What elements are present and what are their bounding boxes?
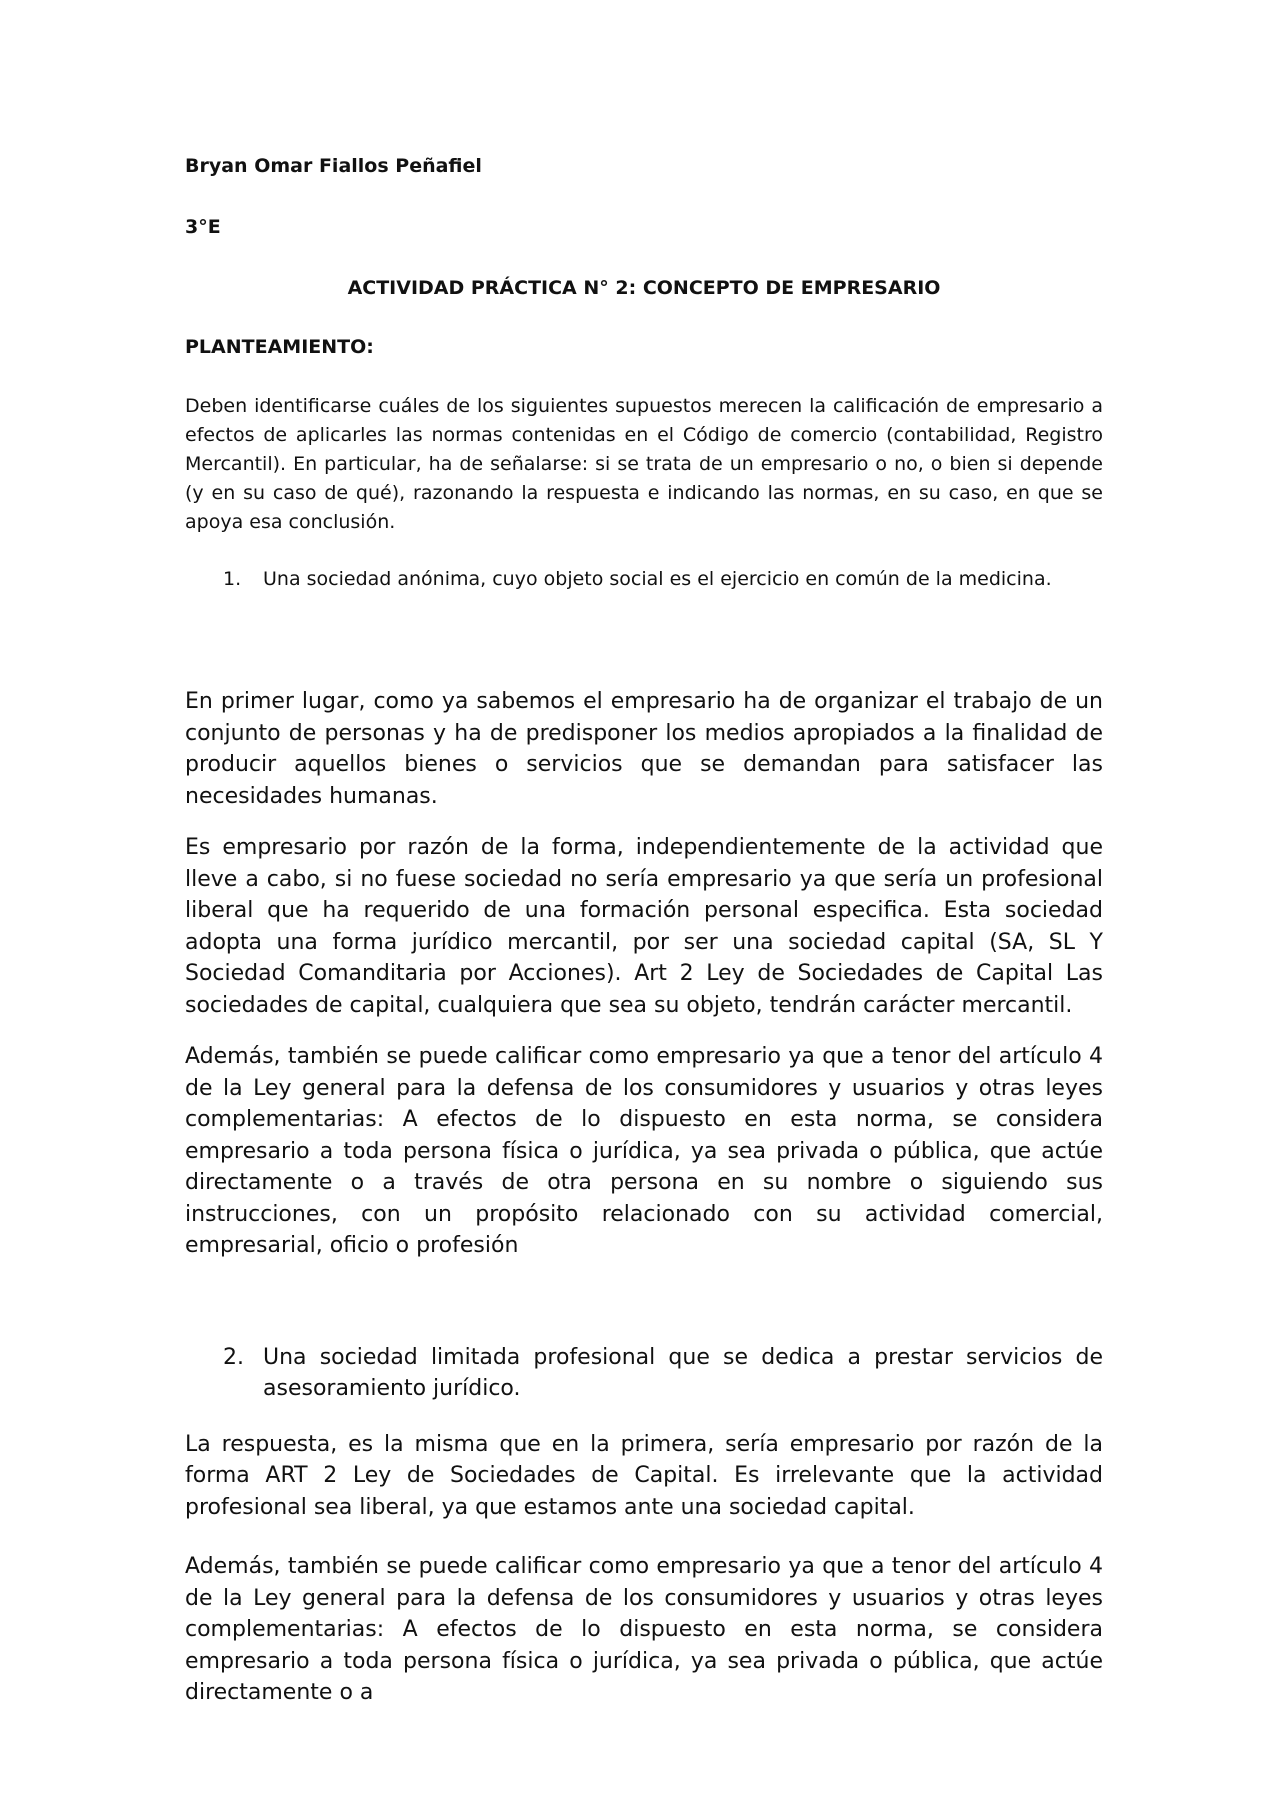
- answer1-paragraph-3: Además, también se puede calificar como empresario ya que a tenor del artículo 4 de la Ley general para la defensa de los consumidores y usuarios y otras leyes complementarias: A efectos de lo dispuesto en esta norma, se considera empresario a toda persona física o jurídica, ya sea privada o pública, que actúe directamente o a través de otra persona en su nombre o siguiendo sus instrucciones, con un propósito relacionado con su actividad comercial, empresarial, oficio o profesión: [185, 1044, 1103, 1258]
- list-item-number: 2.: [223, 1344, 244, 1370]
- statement-paragraph: Deben identificarse cuáles de los siguientes supuestos merecen la calificación de empresario a efectos de aplicarles las normas contenidas en el Código de comercio (contabilidad, Registro Mercantil). En particular, ha de señalarse: si se trata de un empresario o no, o bien si depende (y en su caso de qué), razonando la respuesta e indicando las normas, en su caso, en que se apoya esa conclusión.: [185, 395, 1103, 533]
- author-name: Bryan Omar Fiallos Peñafiel: [185, 155, 482, 177]
- list-item-number: 1.: [223, 568, 242, 590]
- document-title: ACTIVIDAD PRÁCTICA N° 2: CONCEPTO DE EMPRESARIO: [347, 277, 941, 299]
- course-label: 3°E: [185, 216, 221, 238]
- answer1-paragraph-2: Es empresario por razón de la forma, independientemente de la actividad que lleve a cabo, si no fuese sociedad no sería empresario ya que sería un profesional liberal que ha requerido de una formación personal especifica. Esta sociedad adopta una forma jurídico mercantil, por ser una sociedad capital (SA, SL Y Sociedad Comanditaria por Acciones). Art 2 Ley de Sociedades de Capital Las sociedades de capital, cualquiera que sea su objeto, tendrán carácter mercantil.: [185, 835, 1103, 1018]
- document-body: [185, 152, 1103, 1709]
- list-item-2: [185, 1342, 1103, 1405]
- section-label: PLANTEAMIENTO:: [185, 336, 374, 358]
- spacer: [185, 1262, 1103, 1342]
- answer2-paragraph-1: La respuesta, es la misma que en la primera, sería empresario por razón de la forma ART 2 Ley de Sociedades de Capital. Es irrelevante que la actividad profesional sea liberal, ya que estamos ante una sociedad capital.: [185, 1431, 1103, 1520]
- answer1-paragraph-1: En primer lugar, como ya sabemos el empresario ha de organizar el trabajo de un conjunto de personas y ha de predisponer los medios apropiados a la finalidad de producir aquellos bienes o servicios que se demandan para satisfacer las necesidades humanas.: [185, 689, 1103, 809]
- list-item-1: [185, 565, 1103, 594]
- answer2-paragraph-2: Además, también se puede calificar como empresario ya que a tenor del artículo 4 de la Ley general para la defensa de los consumidores y usuarios y otras leyes complementarias: A efectos de lo dispuesto en esta norma, se considera empresario a toda persona física o jurídica, ya sea privada o pública, que actúe directamente o a: [185, 1554, 1103, 1705]
- list-item-text: Una sociedad limitada profesional que se dedica a prestar servicios de asesoramiento jurídico.: [263, 1344, 1103, 1401]
- list-item-text: Una sociedad anónima, cuyo objeto social es el ejercicio en común de la medicina.: [263, 568, 1052, 590]
